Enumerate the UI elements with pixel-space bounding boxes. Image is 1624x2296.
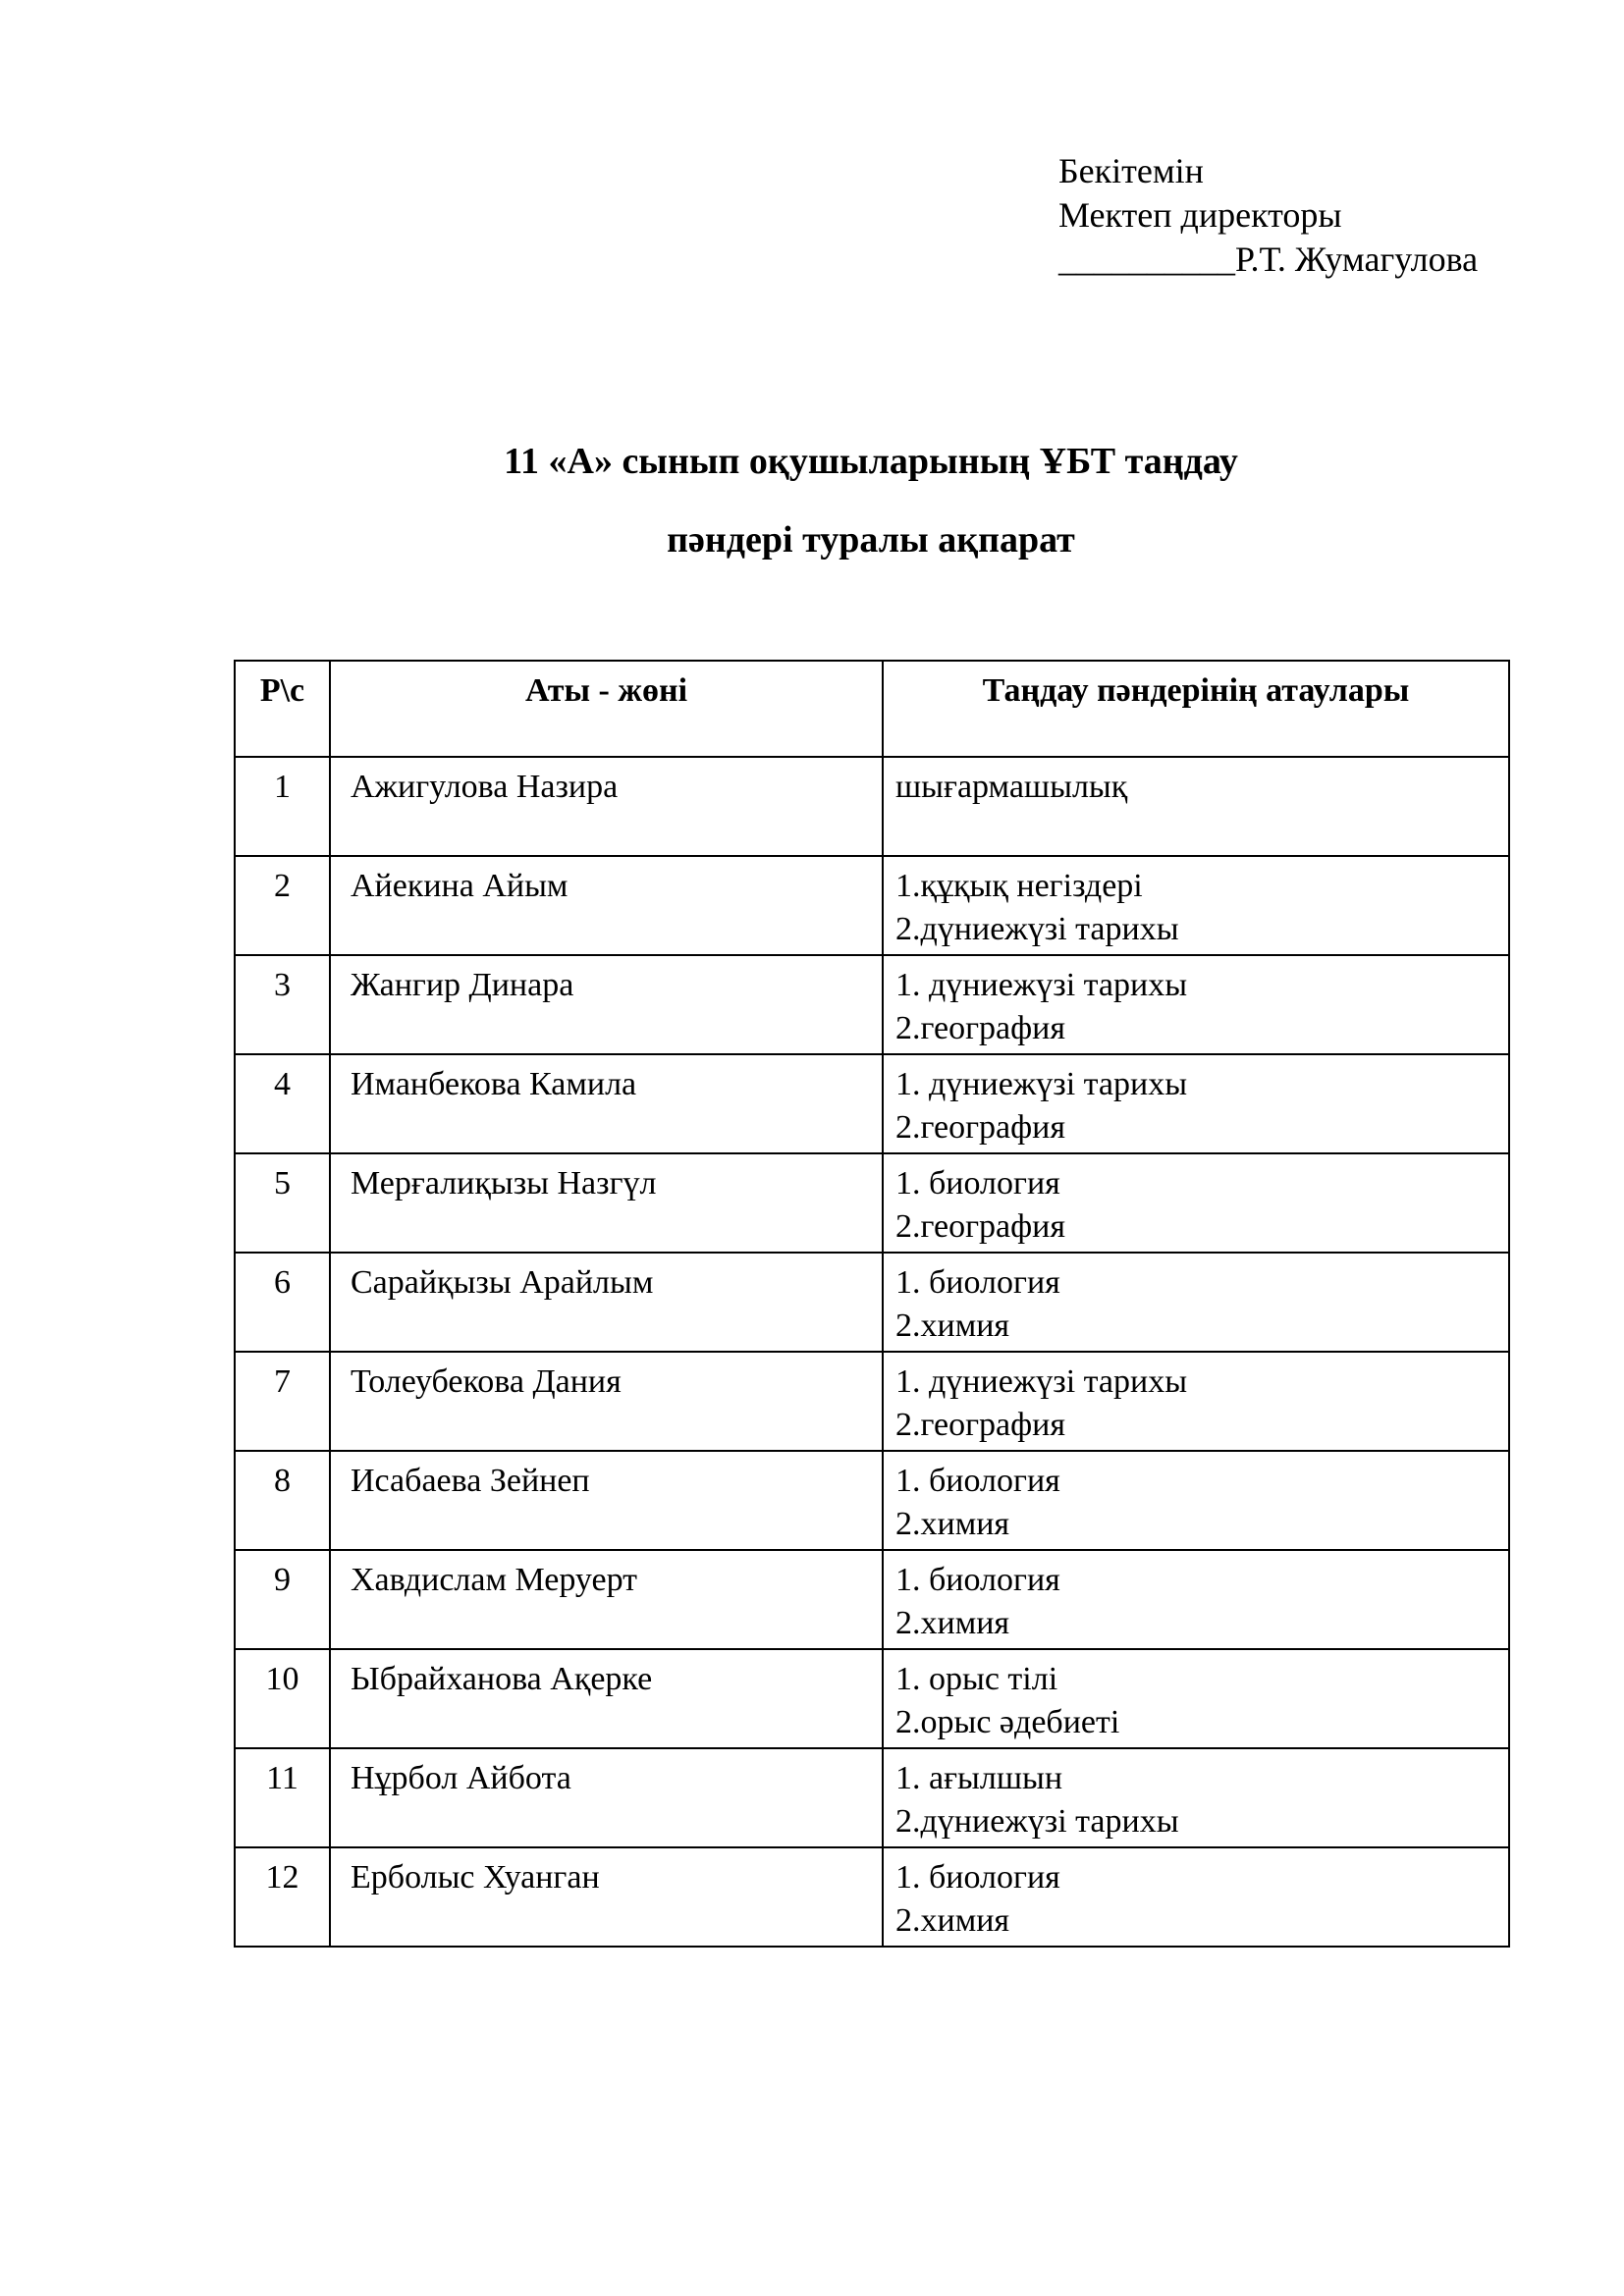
- subject-line: 1. дүниежүзі тарихы: [895, 1066, 1188, 1102]
- table-row: [235, 1451, 1509, 1550]
- subject-line: 2.дүниежүзі тарихы: [895, 911, 1179, 947]
- student-name-cell: Ерболыс Хуанган: [330, 1847, 883, 1947]
- subject-line: 1. биология: [895, 1562, 1060, 1598]
- subject-line: 1. биология: [895, 1463, 1060, 1499]
- row-number-cell: 9: [235, 1550, 330, 1649]
- subject-line: 1. орыс тілі: [895, 1661, 1058, 1697]
- table-row: [235, 955, 1509, 1054]
- subjects-cell: [883, 1748, 1509, 1847]
- student-name-cell: Айекина Айым: [330, 856, 883, 955]
- subjects-cell: [883, 1550, 1509, 1649]
- subject-line: 2.химия: [895, 1605, 1010, 1641]
- row-number-cell: 4: [235, 1054, 330, 1153]
- approval-line-1: Бекітемін: [1058, 151, 1204, 190]
- subjects-cell: [883, 955, 1509, 1054]
- table-row: [235, 1748, 1509, 1847]
- row-number-cell: 7: [235, 1352, 330, 1451]
- approval-line-2: Мектеп директоры: [1058, 195, 1342, 235]
- row-number-cell: 1: [235, 757, 330, 856]
- document-title-line-1: 11 «А» сынып оқушыларының ҰБТ таңдау: [504, 441, 1238, 482]
- subjects-cell: [883, 757, 1509, 856]
- subjects-cell: [883, 1649, 1509, 1748]
- subject-line: 1. ағылшын: [895, 1760, 1063, 1796]
- subject-line: 2.химия: [895, 1902, 1010, 1939]
- subject-line: 2.география: [895, 1010, 1065, 1046]
- row-number-cell: 3: [235, 955, 330, 1054]
- table-header-row: [235, 661, 1509, 757]
- header-cell-subjects: Таңдау пәндерінің атаулары: [883, 661, 1509, 757]
- student-name-cell: Иманбекова Камила: [330, 1054, 883, 1153]
- student-name-cell: Сарайқызы Арайлым: [330, 1253, 883, 1352]
- subjects-cell: [883, 1253, 1509, 1352]
- subject-line: 2.орыс әдебиеті: [895, 1704, 1120, 1740]
- table-row: [235, 1054, 1509, 1153]
- subjects-cell: [883, 1847, 1509, 1947]
- table-row: [235, 1153, 1509, 1253]
- student-name-cell: Хавдислам Меруерт: [330, 1550, 883, 1649]
- subjects-cell: [883, 1054, 1509, 1153]
- subject-line: 1. биология: [895, 1264, 1060, 1301]
- student-name-cell: Нұрбол Айбота: [330, 1748, 883, 1847]
- subject-line: 2.география: [895, 1109, 1065, 1146]
- table-row: [235, 1649, 1509, 1748]
- subject-line: 2.химия: [895, 1308, 1010, 1344]
- student-name-cell: Исабаева Зейнеп: [330, 1451, 883, 1550]
- subject-line: 1. дүниежүзі тарихы: [895, 967, 1188, 1003]
- table-row: [235, 856, 1509, 955]
- student-name-cell: Толеубекова Дания: [330, 1352, 883, 1451]
- row-number-cell: 5: [235, 1153, 330, 1253]
- subject-line: 2.география: [895, 1208, 1065, 1245]
- header-cell-name: Аты - жөні: [330, 661, 883, 757]
- subjects-cell: [883, 1451, 1509, 1550]
- table-row: [235, 1847, 1509, 1947]
- subjects-cell: [883, 1352, 1509, 1451]
- subject-line: 1.құқық негіздері: [895, 868, 1143, 904]
- subjects-cell: [883, 856, 1509, 955]
- table-row: [235, 1253, 1509, 1352]
- subject-line: 2.дүниежүзі тарихы: [895, 1803, 1179, 1840]
- table-row: [235, 1550, 1509, 1649]
- student-name-cell: Ыбрайханова Ақерке: [330, 1649, 883, 1748]
- student-name-cell: Мерғалиқызы Назгүл: [330, 1153, 883, 1253]
- row-number-cell: 11: [235, 1748, 330, 1847]
- subjects-cell: [883, 1153, 1509, 1253]
- table-row: [235, 1352, 1509, 1451]
- row-number-cell: 8: [235, 1451, 330, 1550]
- approval-signature-line: __________Р.Т. Жумагулова: [1058, 240, 1479, 279]
- row-number-cell: 6: [235, 1253, 330, 1352]
- row-number-cell: 12: [235, 1847, 330, 1947]
- document-title: [234, 442, 1508, 560]
- subject-line: 2.география: [895, 1407, 1065, 1443]
- subject-line: 1. дүниежүзі тарихы: [895, 1363, 1188, 1400]
- row-number-cell: 10: [235, 1649, 330, 1748]
- student-name-cell: Ажигулова Назира: [330, 757, 883, 856]
- document-title-line-2: пәндері туралы ақпарат: [667, 519, 1075, 561]
- approval-block: [1058, 149, 1478, 282]
- row-number-cell: 2: [235, 856, 330, 955]
- subject-line: 2.химия: [895, 1506, 1010, 1542]
- header-cell-number: Р\с: [235, 661, 330, 757]
- subject-line: 1. биология: [895, 1859, 1060, 1896]
- subjects-table: [234, 660, 1510, 1948]
- subject-line: 1. биология: [895, 1165, 1060, 1201]
- student-name-cell: Жангир Динара: [330, 955, 883, 1054]
- subject-line: шығармашылық: [895, 769, 1128, 805]
- table-row: [235, 757, 1509, 856]
